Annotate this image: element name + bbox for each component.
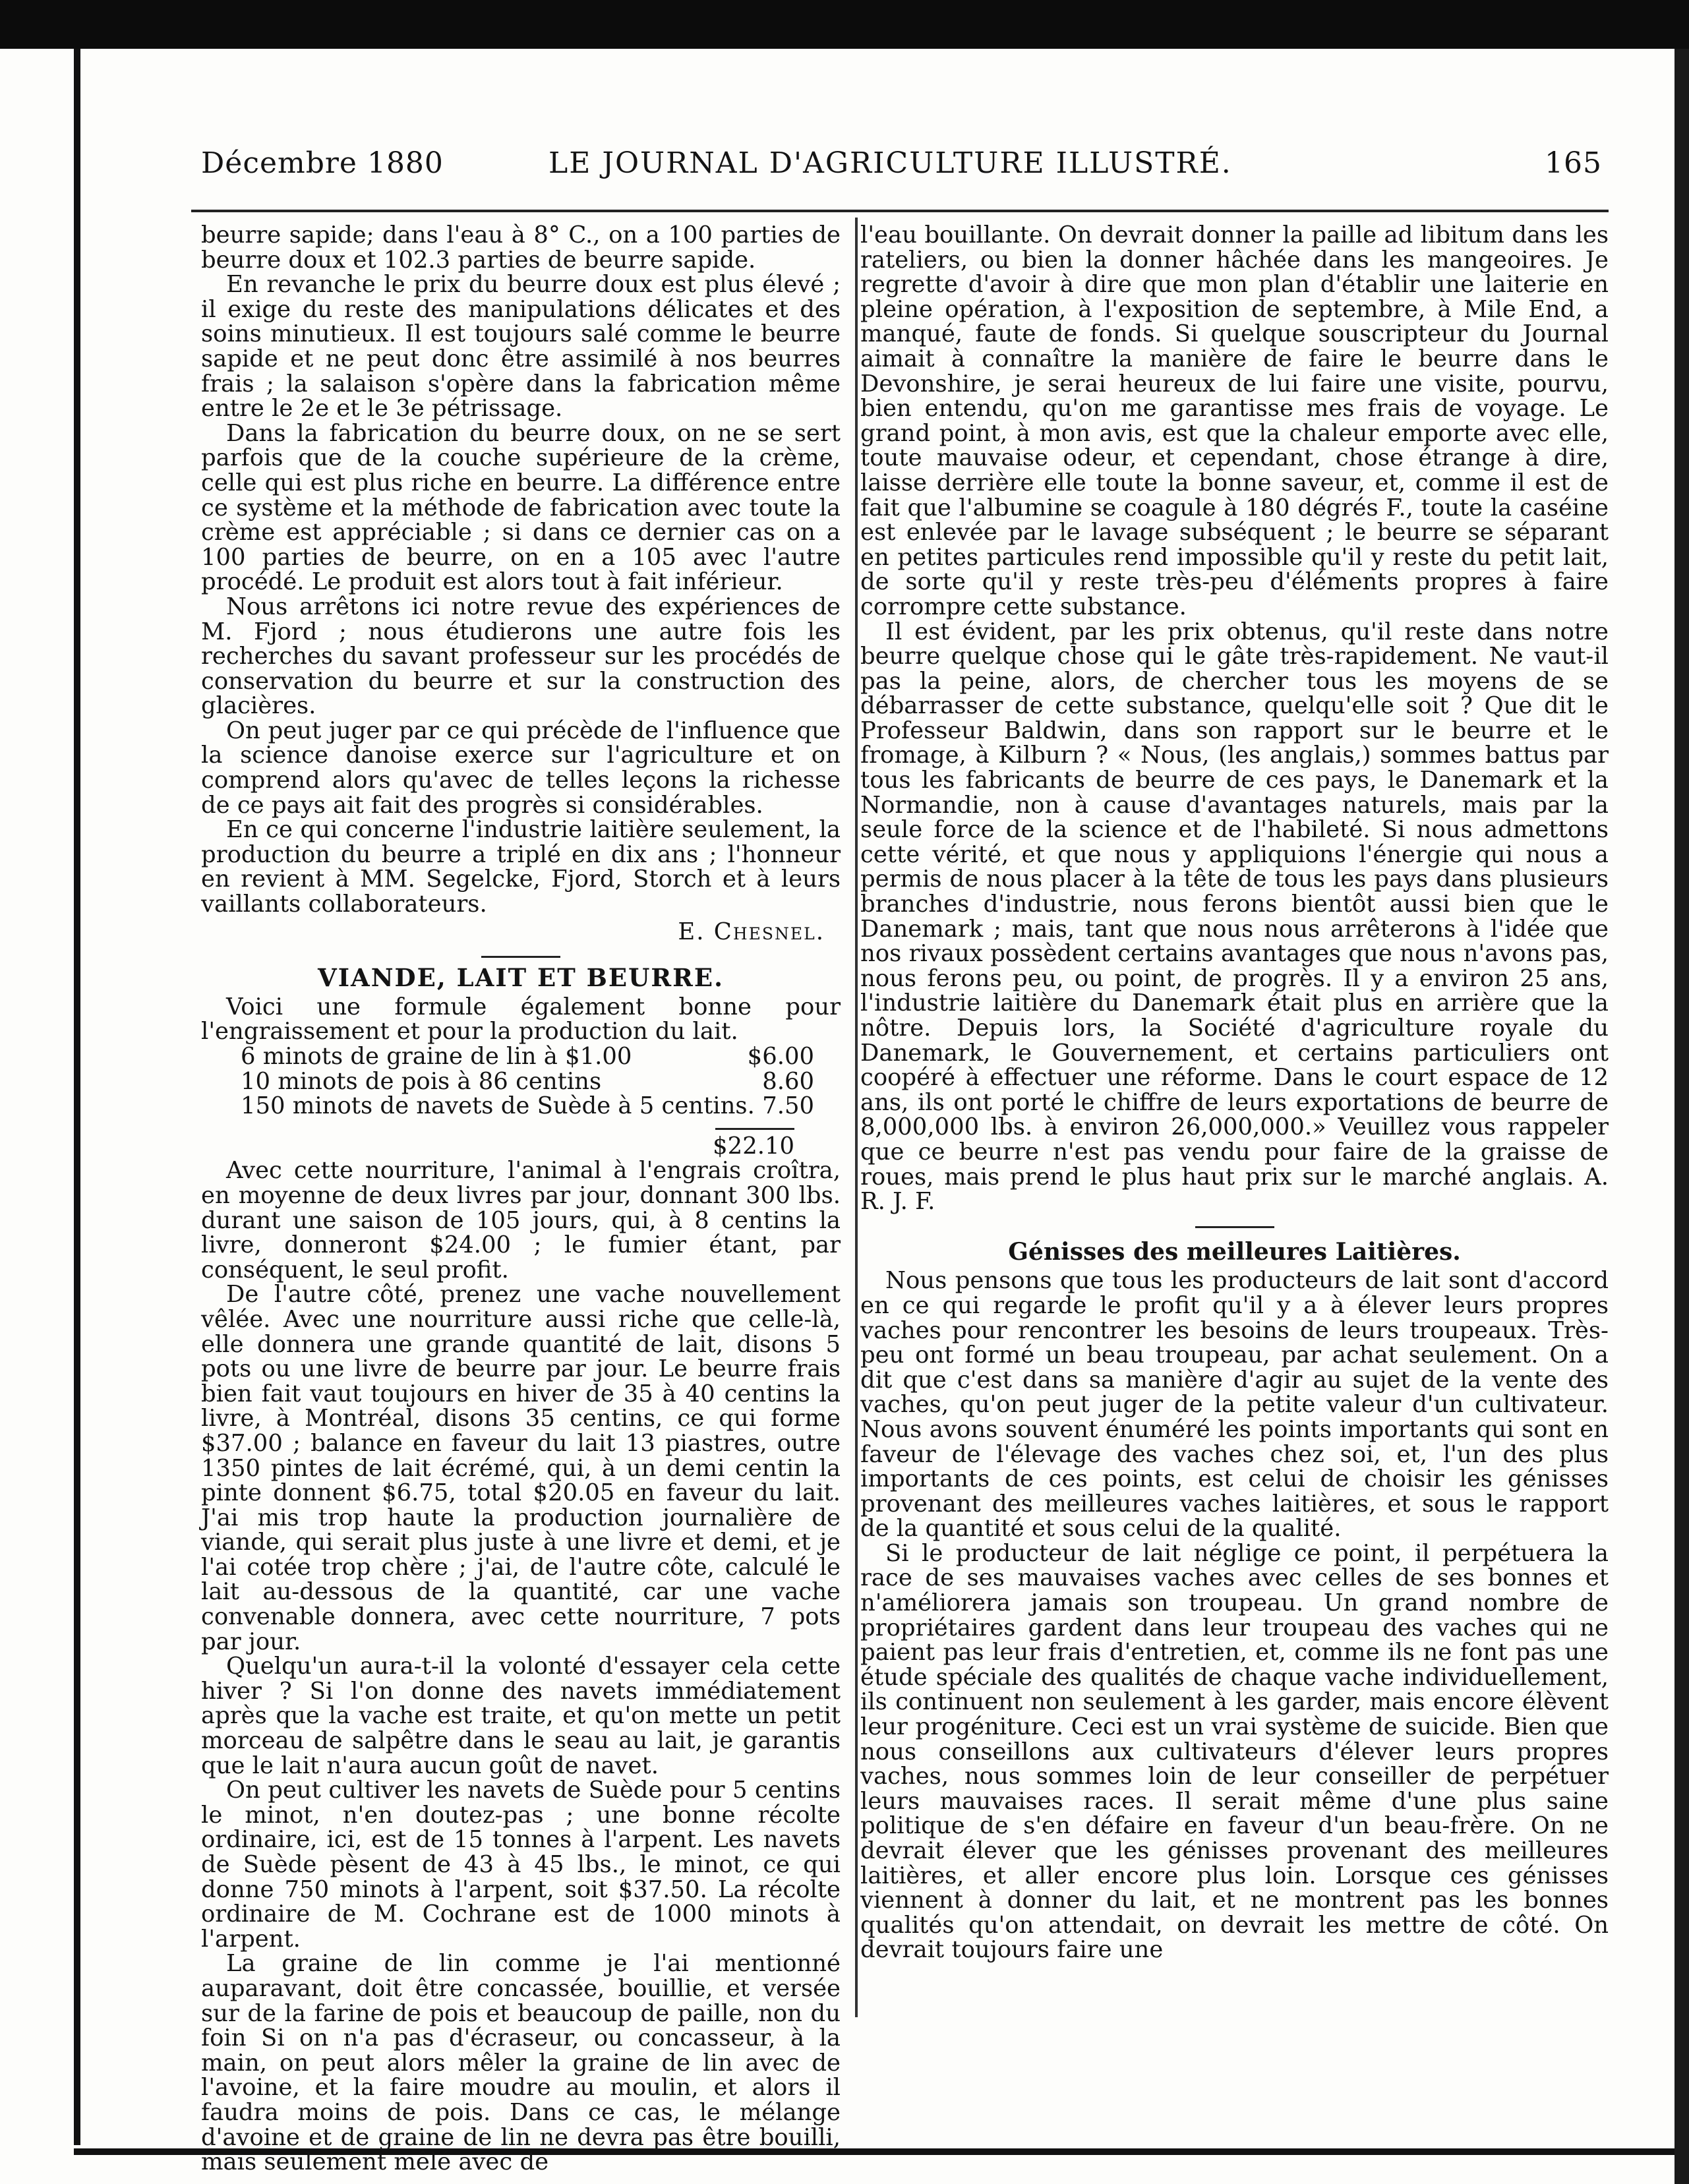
header-rule (191, 210, 1609, 212)
article-paragraph: On peut juger par ce qui précède de l'influence que la science danoise exerce sur l'agriculture et on comprend alors qu'avec de telles leçons la richesse de ce pays ait fait des progrès si considérables. (201, 717, 841, 819)
formula-total: $22.10 (713, 1132, 794, 1160)
column-divider (855, 218, 858, 2017)
formula-row (241, 1044, 814, 1069)
article-paragraph: Avec cette nourriture, l'animal à l'engrais croîtra, en moyenne de deux livres par jour, donnant 300 lbs. durant une saison de 105 jours, qui, à 8 centins la livre, donneront $24.00 ; le fumier étant, par conséquent, le seul profit. (201, 1157, 841, 1284)
article-paragraph: La graine de lin comme je l'ai mentionné auparavant, doit être concassée, bouillie, et versée sur de la farine de pois et beaucoup de paille, non du foin Si on n'a pas d'écraseur, ou concasseur, à la main, on peut alors mêler la graine de lin avec de l'avoine, et la faire moudre au moulin, et alors il faudra moins de pois. Dans ce cas, le mélange d'avoine et de graine de lin ne devra pas être bouilli, mais seulement mêlé avec de (201, 1950, 841, 2176)
formula-item: 6 minots de graine de lin à $1.00 (241, 1043, 632, 1070)
formula-row (241, 1094, 814, 1119)
total-rule (715, 1128, 794, 1130)
article-paragraph: Si le producteur de lait néglige ce point, il perpétuera la race de ses mauvaises vaches avec celles de ses bonnes et n'améliorera jamais son troupeau. Un grand nombre de propriétaires gardent dans leur troupeau des vaches qui ne paient pas leur frais d'entretien, et, comme ils ne font pas une étude spéciale des qualités de chaque vache individuellement, ils continuent non seulement à les garder, mais encore élèvent leur progéniture. Ceci est un vrai système de suicide. Bien que nous conseillons aux cultivateurs d'élever leurs propres vaches, nous sommes loin de leur conseiller de perpétuer leurs mauvaises races. Il serait même d'une plus saine politique de s'en défaire en faveur d'un beau-frère. On ne devrait élever que les génisses provenant des meilleures laitières, et aller encore plus loin. Lorsque ces génisses viennent à donner du lait, et ne montrent pas les bonnes qualités qu'on attendait, on devrait les mettre de côté. On devrait toujours faire une (860, 1539, 1609, 1964)
article-paragraph: Il est évident, par les prix obtenus, qu'il reste dans notre beurre quelque chose qui le gâte très-rapidement. Ne vaut-il pas la peine, alors, de chercher tous les moyens de se débarrasser de cette substance, quelqu'elle soit ? Que dit le Professeur Baldwin, dans son rapport sur le beurre et le fromage, à Kilburn ? « Nous, (les anglais,) sommes battus par tous les fabricants de beurre de ces pays, le Danemark et la Normandie, non à cause d'avantages naturels, mais par la seule force de la science et de l'habileté. Si nous admettons cette vérité, et que nous y appliquions l'énergie qui nous a permis de nous placer à la tête de tous les pays dans plusieurs branches d'industrie, nous ferons bientôt aussi bien que le Danemark ; mais, tant que nous nous arrêterons à l'idée que nos rivaux possèdent certains avantages que nous n'avons pas, nous ferons peu, ou point, de progrès. Il y a environ 25 ans, l'industrie laitière du Danemark était plus en arrière que la nôtre. Depuis lors, la Société d'agriculture royale du Danemark, le Gouvernement, et certains particuliers ont coopéré à effectuer une réforme. Dans le court espace de 12 ans, ils ont porté le chiffre de leurs exportations de beurre de 8,000,000 lbs. à environ 26,000,000.» Veuillez vous rappeler que ce beurre n'est pas vendu pour faire de la graisse de roues, mais prend le plus haut prix sur le marché anglais. A. R. J. F. (860, 618, 1609, 1216)
article-paragraph: De l'autre côté, prenez une vache nouvellement vêlée. Avec une nourriture aussi riche que celle-là, elle donnera une grande quantité de lait, disons 5 pots ou une livre de beurre par jour. Le beurre frais bien fait vaut toujours en hiver de 35 à 40 centins la livre, à Montréal, disons 35 centins, ce qui forme $37.00 ; balance en faveur du lait 13 piastres, outre 1350 pintes de lait écrémé, qui, à un demi centin la pinte donnent $6.75, total $20.05 en faveur du lait. J'ai mis trop haute la production journalière de viande, qui serait plus juste à une livre et demi, et je l'ai cotée trop chère ; j'ai, de l'autre côte, calculé le lait au-dessous de la quantité, car une vache convenable donnera, avec cette nourriture, 7 pots par jour. (201, 1281, 841, 1655)
running-header (201, 146, 1602, 192)
header-page-number: 165 (1545, 146, 1602, 180)
section-heading: VIANDE, LAIT ET BEURRE. (318, 963, 724, 993)
left-column (201, 223, 841, 2175)
formula-amount: 8.60 (762, 1067, 814, 1095)
page-right-border (1674, 49, 1689, 2184)
formula-row (241, 1069, 814, 1094)
article-paragraph: l'eau bouillante. On devrait donner la paille ad libitum dans les rateliers, ou bien la donner hâchée dans les mangeoires. Je regrette d'avoir à dire que mon plan d'établir une laiterie en pleine opération, à l'exposition de septembre, à Mile End, a manqué, faute de fonds. Si quelque souscripteur du Journal aimait à connaître la manière de faire le beurre dans le Devonshire, je serai heureux de lui faire une visite, pourvu, bien entendu, qu'on me garantisse mes frais de voyage. Le grand point, à mon avis, est que la chaleur emporte avec elle, toute mauvaise odeur, et cependant, chose étrange à dire, laisse derrière elle toute la bonne saveur, et, comme il est de fait que l'albumine se coagule à 180 dégrés F., toute la caséine est enlevée par le lavage subséquent ; le beurre se séparant en petites particules rend impossible qu'il y reste du petit lait, de sorte qu'il y reste très-peu d'éléments propres à faire corrompre cette substance. (860, 221, 1609, 620)
article-paragraph: beurre sapide; dans l'eau à 8° C., on a 100 parties de beurre doux et 102.3 parties de beurre sapide. (201, 221, 841, 274)
page-left-border (74, 49, 80, 2145)
section-separator (1195, 1226, 1274, 1228)
article-paragraph: En ce qui concerne l'industrie laitière seulement, la production du beurre a triplé en dix ans ; l'honneur en revient à MM. Segelcke, Fjord, Storch et à leurs vaillants collaborateurs. (201, 816, 841, 918)
formula-amount: $6.00 (747, 1043, 814, 1070)
author-signature: E. Chesnel. (678, 918, 825, 945)
page-top-border (0, 0, 1689, 49)
header-title: LE JOURNAL D'AGRICULTURE ILLUSTRÉ. (548, 146, 1232, 180)
article-paragraph: Quelqu'un aura-t-il la volonté d'essayer cela cette hiver ? Si l'on donne des navets immédiatement après que la vache est traite, et qu'on mette un petit morceau de salpêtre dans le seau au lait, je garantis que le lait n'aura aucun goût de navet. (201, 1653, 841, 1779)
article-paragraph: On peut cultiver les navets de Suède pour 5 centins le minot, n'en doutez-pas ; une bonne récolte ordinaire, ici, est de 15 tonnes à l'arpent. Les navets de Suède pèsent de 43 à 45 lbs., le minot, ce qui donne 750 minots à l'arpent, soit $37.50. La récolte ordinaire de M. Cochrane est de 1000 minots à l'arpent. (201, 1777, 841, 1953)
article-paragraph: Nous arrêtons ici notre revue des expériences de M. Fjord ; nous étudierons une autre fois les recherches du savant professeur sur les procédés de conservation du beurre et sur la construction des glacières. (201, 593, 841, 720)
header-date: Décembre 1880 (201, 146, 444, 180)
formula-item: 150 minots de navets de Suède à 5 centins. (241, 1092, 755, 1120)
feed-formula-table (241, 1044, 814, 1119)
section-heading: Génisses des meilleures Laitières. (1008, 1237, 1461, 1266)
article-paragraph: En revanche le prix du beurre doux est plus élevé ; il exige du reste des manipulations délicates et des soins minutieux. Il est toujours salé comme le beurre sapide et ne peut donc être assimilé à nos beurres frais ; la salaison s'opère dans la fabrication même entre le 2e et le 3e pétrissage. (201, 271, 841, 423)
formula-amount: 7.50 (762, 1092, 814, 1120)
right-column (860, 223, 1609, 1963)
section-separator (481, 956, 560, 958)
article-paragraph: Nous pensons que tous les producteurs de lait sont d'accord en ce qui regarde le profit qu'il y a à élever leurs propres vaches pour rencontrer les besoins de leurs troupeaux. Très-peu ont formé un beau troupeau, par achat seulement. On a dit que c'est dans sa manière d'agir au sujet de la vente des vaches, qu'on peut juger de la petite valeur d'un cultivateur. Nous avons souvent énuméré les points importants qui sont en faveur de l'élevage des vaches chez soi, et, l'un des plus importants de ces points, est celui de choisir les génisses provenant des meilleures vaches laitières, et sous le rapport de la quantité et sous celui de la qualité. (860, 1267, 1609, 1543)
article-paragraph: Dans la fabrication du beurre doux, on ne se sert parfois que de la couche supérieure de la crème, celle qui est plus riche en beurre. La différence entre ce système et la méthode de fabrication avec toute la crème est appréciable ; si dans ce dernier cas on a 100 parties de beurre, on en a 105 avec l'autre procédé. Le produit est alors tout à fait inférieur. (201, 419, 841, 596)
formula-item: 10 minots de pois à 86 centins (241, 1067, 602, 1095)
section-intro: Voici une formule également bonne pour l'engraissement et pour la production du lait. (201, 993, 841, 1046)
